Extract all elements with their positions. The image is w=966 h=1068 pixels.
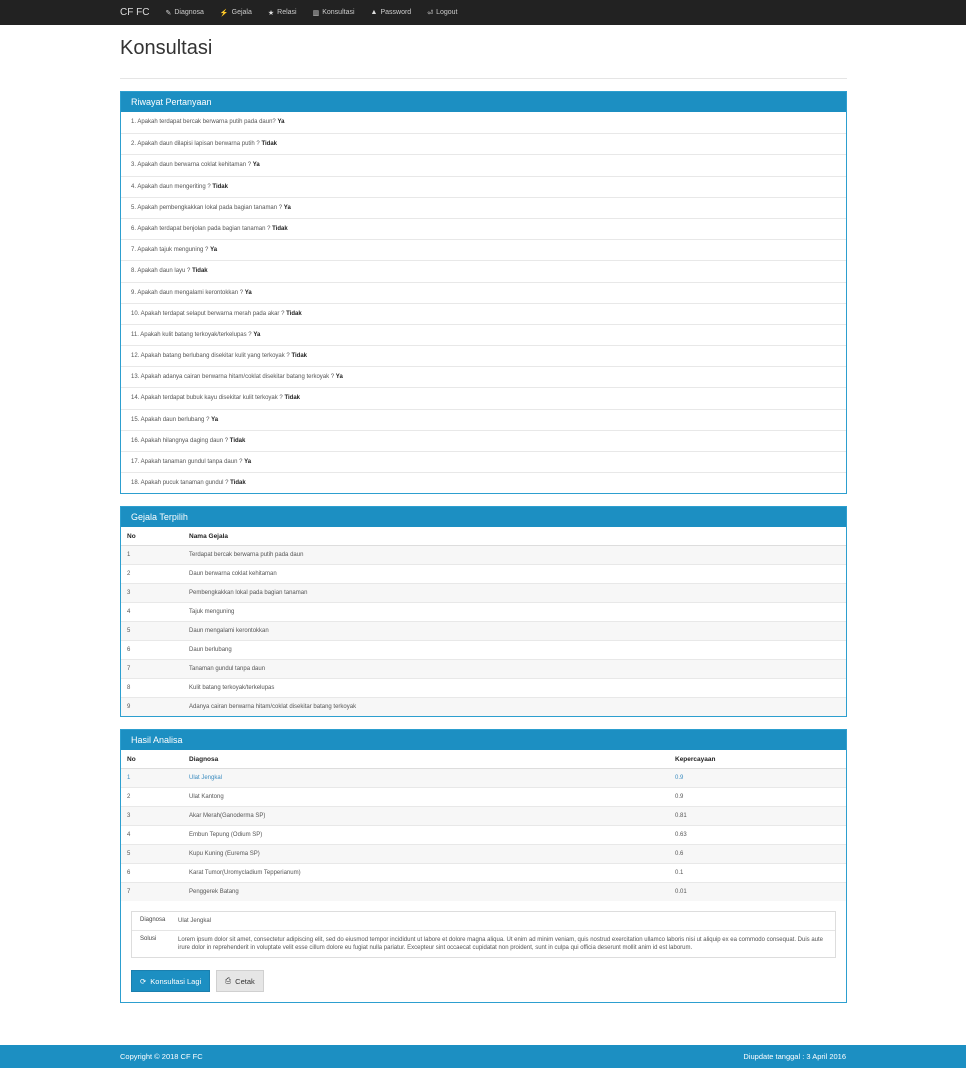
table-cell[interactable]: 1 bbox=[121, 768, 183, 787]
table-cell: 0.1 bbox=[669, 863, 846, 882]
question-answer: Tidak bbox=[261, 141, 277, 148]
table-cell: Ulat Kantong bbox=[183, 787, 669, 806]
riwayat-panel bbox=[120, 91, 847, 494]
question-text: 18. Apakah pucuk tanaman gundul ? bbox=[131, 480, 229, 487]
question-answer: Ya bbox=[335, 374, 343, 381]
question-text: 13. Apakah adanya cairan berwarna hitam/coklat disekitar batang terkoyak ? bbox=[131, 374, 335, 381]
lock-icon: ▲ bbox=[370, 9, 378, 16]
table-cell: 4 bbox=[121, 602, 183, 621]
nav-logout[interactable] bbox=[427, 9, 457, 17]
question-text: 16. Apakah hilangnya daging daun ? bbox=[131, 437, 229, 444]
action-buttons bbox=[131, 970, 836, 992]
table-cell: 7 bbox=[121, 882, 183, 901]
cetak-label: Cetak bbox=[235, 976, 255, 986]
question-answer: Tidak bbox=[291, 353, 308, 360]
table-row bbox=[121, 806, 846, 825]
table-row bbox=[121, 640, 846, 659]
table-row bbox=[121, 659, 846, 678]
list-item bbox=[121, 430, 846, 451]
detail-row-solusi bbox=[132, 930, 835, 957]
question-answer: Ya bbox=[283, 204, 291, 211]
table-cell[interactable]: 0.9 bbox=[669, 768, 846, 787]
question-answer: Ya bbox=[253, 331, 261, 338]
nav-gejala[interactable] bbox=[220, 9, 252, 17]
table-cell[interactable]: Ulat Jengkal bbox=[183, 768, 669, 787]
table-cell: Adanya cairan berwarna hitam/coklat disekitar batang terkoyak bbox=[183, 697, 846, 716]
gejala-heading: Gejala Terpilih bbox=[121, 507, 846, 527]
list-item bbox=[121, 303, 846, 324]
question-text: 5. Apakah pembengkakkan lokal pada bagian tanaman ? bbox=[131, 204, 283, 211]
detail-value: Lorem ipsum dolor sit amet, consectetur adipiscing elit, sed do eiusmod tempor incididunt ut labore et dolore magna aliqua. Ut enim ad minim veniam, quis nostrud exercitation ullamco laboris nisi ut aliquip ex ea commodo consequat. Duis aute irure dolor in reprehenderit in voluptate velit esse cillum dolore eu fugiat nulla pariatur. Excepteur sint occaecat cupidatat non proident, sunt in culpa qui officia deserunt mollit anim id est laborum. bbox=[178, 937, 823, 952]
nav-relasi-label: Relasi bbox=[277, 9, 297, 16]
refresh-icon: ⟳ bbox=[140, 976, 147, 986]
logout-icon: ⏎ bbox=[427, 9, 434, 17]
question-text: 9. Apakah daun mengalami kerontokkan ? bbox=[131, 289, 244, 296]
gejala-panel bbox=[120, 506, 847, 717]
flash-icon: ⚡ bbox=[219, 9, 229, 17]
question-text: 2. Apakah daun dilapisi lapisan berwarna putih ? bbox=[131, 141, 260, 148]
detail-value: Ulat Jengkal bbox=[178, 918, 212, 925]
question-answer: Ya bbox=[211, 416, 219, 423]
question-text: 15. Apakah daun berlubang ? bbox=[131, 416, 210, 423]
table-row bbox=[121, 545, 846, 564]
nav-logout-label: Logout bbox=[436, 9, 458, 16]
copyright-text: Copyright © 2018 CF FC bbox=[120, 1052, 203, 1061]
question-answer: Tidak bbox=[272, 225, 288, 232]
list-item bbox=[121, 176, 846, 197]
question-answer: Ya bbox=[244, 459, 252, 465]
table-cell: 2 bbox=[121, 564, 183, 583]
table-cell: 0.01 bbox=[669, 882, 846, 901]
list-item bbox=[121, 409, 846, 430]
footer bbox=[0, 1045, 966, 1068]
main-container bbox=[120, 25, 847, 1003]
question-text: 8. Apakah daun layu ? bbox=[131, 268, 191, 275]
hasil-heading: Hasil Analisa bbox=[121, 730, 846, 750]
question-text: 10. Apakah terdapat selaput berwarna merah pada akar ? bbox=[131, 310, 285, 317]
gejala-table bbox=[121, 527, 846, 716]
list-item bbox=[121, 239, 846, 260]
update-date-text: Diupdate tanggal : 3 April 2016 bbox=[743, 1052, 846, 1061]
table-row bbox=[121, 825, 846, 844]
table-row bbox=[121, 844, 846, 863]
question-text: 4. Apakah daun mengeriting ? bbox=[131, 183, 211, 190]
table-row bbox=[121, 621, 846, 640]
cetak-button[interactable] bbox=[216, 970, 264, 992]
list-item bbox=[121, 260, 846, 281]
column-header: Kepercayaan bbox=[669, 750, 846, 768]
question-answer: Tidak bbox=[212, 183, 228, 190]
table-row bbox=[121, 583, 846, 602]
nav-password[interactable] bbox=[371, 9, 412, 16]
table-cell: Terdapat bercak berwarna putih pada daun bbox=[183, 545, 846, 564]
list-item bbox=[121, 154, 846, 175]
question-answer: Ya bbox=[252, 162, 260, 169]
detail-row-diagnosa bbox=[132, 912, 835, 930]
column-header: Diagnosa bbox=[183, 750, 669, 768]
table-cell: Daun mengalami kerontokkan bbox=[183, 621, 846, 640]
table-cell: Embun Tepung (Odium SP) bbox=[183, 825, 669, 844]
question-text: 6. Apakah terdapat benjolan pada bagian tanaman ? bbox=[131, 225, 271, 232]
list-item bbox=[121, 387, 846, 408]
hasil-table-body bbox=[121, 768, 846, 901]
table-row bbox=[121, 602, 846, 621]
print-icon: ⎙ bbox=[225, 976, 232, 986]
question-text: 3. Apakah daun berwarna coklat kehitaman ? bbox=[131, 162, 252, 169]
question-answer: Ya bbox=[244, 289, 252, 296]
table-cell: 2 bbox=[121, 787, 183, 806]
question-text: 1. Apakah terdapat bercak berwarna putih pada daun? bbox=[131, 119, 276, 125]
question-text: 14. Apakah terdapat bubuk kayu disekitar kulit terkoyak ? bbox=[131, 395, 283, 402]
table-cell: Karat Tumor(Uromycladium Tepperianum) bbox=[183, 863, 669, 882]
table-cell: 9 bbox=[121, 697, 183, 716]
nav-konsultasi-label: Konsultasi bbox=[322, 9, 355, 16]
table-cell: Daun berwarna coklat kehitaman bbox=[183, 564, 846, 583]
table-cell: Pembengkakkan lokal pada bagian tanaman bbox=[183, 583, 846, 602]
question-answer: Tidak bbox=[286, 310, 302, 317]
table-cell: 4 bbox=[121, 825, 183, 844]
detail-label: Diagnosa bbox=[140, 917, 166, 924]
riwayat-heading: Riwayat Pertanyaan bbox=[121, 92, 846, 112]
pencil-icon: ✎ bbox=[165, 9, 172, 17]
table-cell: Tajuk menguning bbox=[183, 602, 846, 621]
nav-diagnosa[interactable] bbox=[165, 9, 203, 17]
top-navbar bbox=[0, 0, 966, 25]
stats-icon: ▥ bbox=[312, 9, 320, 17]
page-title: Konsultasi bbox=[120, 37, 847, 79]
column-header: Nama Gejala bbox=[183, 527, 846, 545]
list-item bbox=[121, 324, 846, 345]
question-text: 12. Apakah batang berlubang disekitar kulit yang terkoyak ? bbox=[131, 353, 290, 360]
table-cell: 0.6 bbox=[669, 844, 846, 863]
table-cell: Penggerek Batang bbox=[183, 882, 669, 901]
table-cell: 0.63 bbox=[669, 825, 846, 844]
nav-diagnosa-label: Diagnosa bbox=[174, 9, 204, 16]
table-cell: 7 bbox=[121, 659, 183, 678]
list-item bbox=[121, 218, 846, 239]
table-cell: 5 bbox=[121, 621, 183, 640]
table-cell: 3 bbox=[121, 583, 183, 602]
list-item bbox=[121, 133, 846, 154]
table-cell: Akar Merah(Ganoderma SP) bbox=[183, 806, 669, 825]
list-item bbox=[121, 366, 846, 387]
brand-link[interactable]: CF FC bbox=[120, 7, 150, 18]
table-row bbox=[121, 863, 846, 882]
list-item bbox=[121, 112, 846, 133]
table-cell: 6 bbox=[121, 863, 183, 882]
nav-relasi[interactable] bbox=[268, 9, 297, 17]
konsultasi-lagi-button[interactable] bbox=[131, 970, 210, 992]
detail-label: Solusi bbox=[140, 936, 157, 943]
list-item bbox=[121, 451, 846, 472]
table-cell: 0.9 bbox=[669, 787, 846, 806]
nav-gejala-label: Gejala bbox=[231, 9, 252, 16]
konsultasi-lagi-label: Konsultasi Lagi bbox=[150, 976, 202, 986]
nav-password-label: Password bbox=[380, 9, 412, 16]
table-row bbox=[121, 678, 846, 697]
question-list bbox=[121, 112, 846, 493]
question-answer: Tidak bbox=[230, 480, 246, 487]
table-cell: Kulit batang terkoyak/terkelupas bbox=[183, 678, 846, 697]
table-cell: Tanaman gundul tanpa daun bbox=[183, 659, 846, 678]
hasil-panel bbox=[120, 729, 847, 1003]
table-cell: 0.81 bbox=[669, 806, 846, 825]
column-header: No bbox=[121, 750, 183, 768]
question-text: 17. Apakah tanaman gundul tanpa daun ? bbox=[131, 459, 243, 465]
column-header: No bbox=[121, 527, 183, 545]
table-cell: 8 bbox=[121, 678, 183, 697]
table-cell: 5 bbox=[121, 844, 183, 863]
question-answer: Tidak bbox=[284, 395, 300, 402]
nav-konsultasi[interactable] bbox=[313, 9, 355, 17]
table-cell: Daun berlubang bbox=[183, 640, 846, 659]
table-row bbox=[121, 564, 846, 583]
star-icon: ★ bbox=[267, 9, 275, 17]
table-cell: Kupu Kuning (Eurema SP) bbox=[183, 844, 669, 863]
table-cell: 6 bbox=[121, 640, 183, 659]
list-item bbox=[121, 345, 846, 366]
list-item bbox=[121, 282, 846, 303]
table-row bbox=[121, 697, 846, 716]
diagnosis-detail bbox=[131, 911, 836, 958]
table-row bbox=[121, 787, 846, 806]
table-header-row bbox=[121, 527, 846, 545]
list-item bbox=[121, 197, 846, 218]
table-cell: 3 bbox=[121, 806, 183, 825]
question-answer: Ya bbox=[277, 119, 285, 125]
table-header-row bbox=[121, 750, 846, 768]
table-row[interactable] bbox=[121, 768, 846, 787]
table-cell: 1 bbox=[121, 545, 183, 564]
question-answer: Tidak bbox=[192, 268, 208, 275]
table-row bbox=[121, 882, 846, 901]
question-text: 7. Apakah tajuk menguning ? bbox=[131, 247, 209, 254]
question-answer: Tidak bbox=[229, 437, 246, 444]
list-item bbox=[121, 472, 846, 493]
hasil-table bbox=[121, 750, 846, 901]
gejala-table-body bbox=[121, 545, 846, 716]
question-text: 11. Apakah kulit batang terkoyak/terkelupas ? bbox=[131, 331, 252, 338]
question-answer: Ya bbox=[210, 247, 218, 254]
